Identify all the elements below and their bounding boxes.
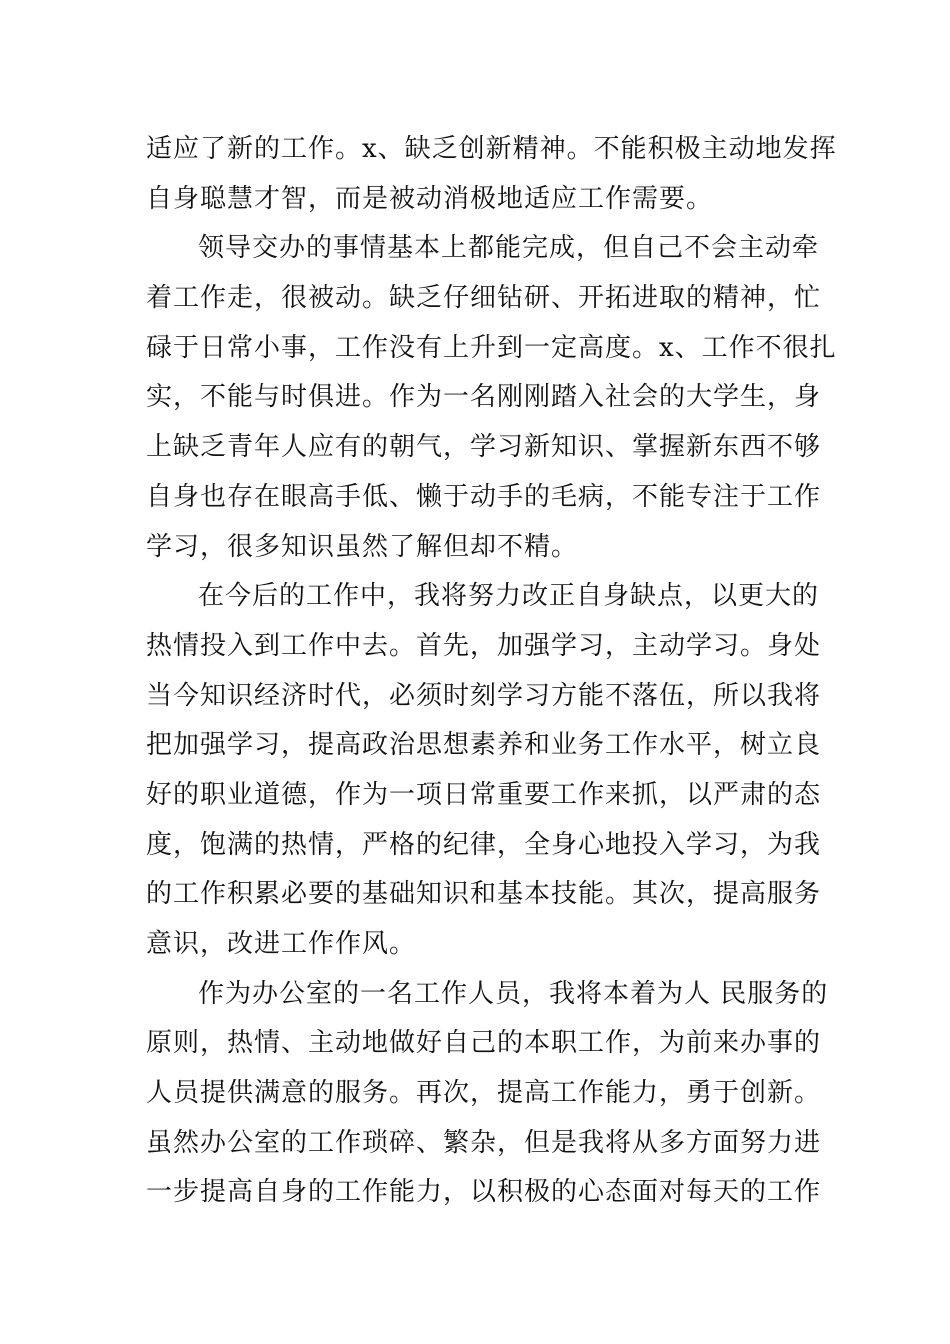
text-line: 一步提高自身的工作能力，以积极的心态面对每天的工作 <box>146 1177 822 1208</box>
text-line: 领导交办的事情基本上都能完成，但自己不会主动牵 <box>198 233 820 264</box>
text-line: 好的职业道德，作为一项日常重要工作来抓，以严肃的态 <box>146 779 822 810</box>
text-line: 上缺乏青年人应有的朝气，学习新知识、掌握新东西不够 <box>146 432 822 463</box>
text-line: 的工作积累必要的基础知识和基本技能。其次，提高服务 <box>146 879 822 910</box>
text-line: 热情投入到工作中去。首先，加强学习，主动学习。身处 <box>146 630 822 661</box>
text-line: 当今知识经济时代，必须时刻学习方能不落伍，所以我将 <box>146 680 822 711</box>
text-line: 自身也存在眼高手低、懒于动手的毛病，不能专注于工作 <box>146 481 822 512</box>
text-line: 人员提供满意的服务。再次，提高工作能力，勇于创新。 <box>146 1078 822 1109</box>
text-line: 碌于日常小事，工作没有上升到一定高度。x、工作不很扎 <box>146 332 837 363</box>
text-line: 自身聪慧才智，而是被动消极地适应工作需要。 <box>146 183 714 214</box>
text-line: 把加强学习，提高政治思想素养和业务工作水平，树立良 <box>146 730 822 761</box>
text-line: 适应了新的工作。x、缺乏创新精神。不能积极主动地发挥 <box>146 134 837 164</box>
text-line: 着工作走，很被动。缺乏仔细钻研、开拓进取的精神，忙 <box>146 283 822 314</box>
text-line: 度，饱满的热情，严格的纪律，全身心地投入学习，为我 <box>146 829 822 860</box>
text-line: 实，不能与时俱进。作为一名刚刚踏入社会的大学生，身 <box>146 382 822 413</box>
text-line: 在今后的工作中，我将努力改正自身缺点，以更大的 <box>198 581 820 612</box>
text-line: 意识，改进工作作风。 <box>146 929 417 959</box>
text-line: 作为办公室的一名工作人员，我将本着为人 民服务的 <box>198 978 829 1009</box>
document-body <box>146 125 837 1218</box>
text-line: 虽然办公室的工作琐碎、繁杂，但是我将从多方面努力进 <box>146 1127 822 1158</box>
text-line: 原则，热情、主动地做好自己的本职工作，为前来办事的 <box>146 1028 822 1059</box>
text-line: 学习，很多知识虽然了解但却不精。 <box>146 531 579 562</box>
